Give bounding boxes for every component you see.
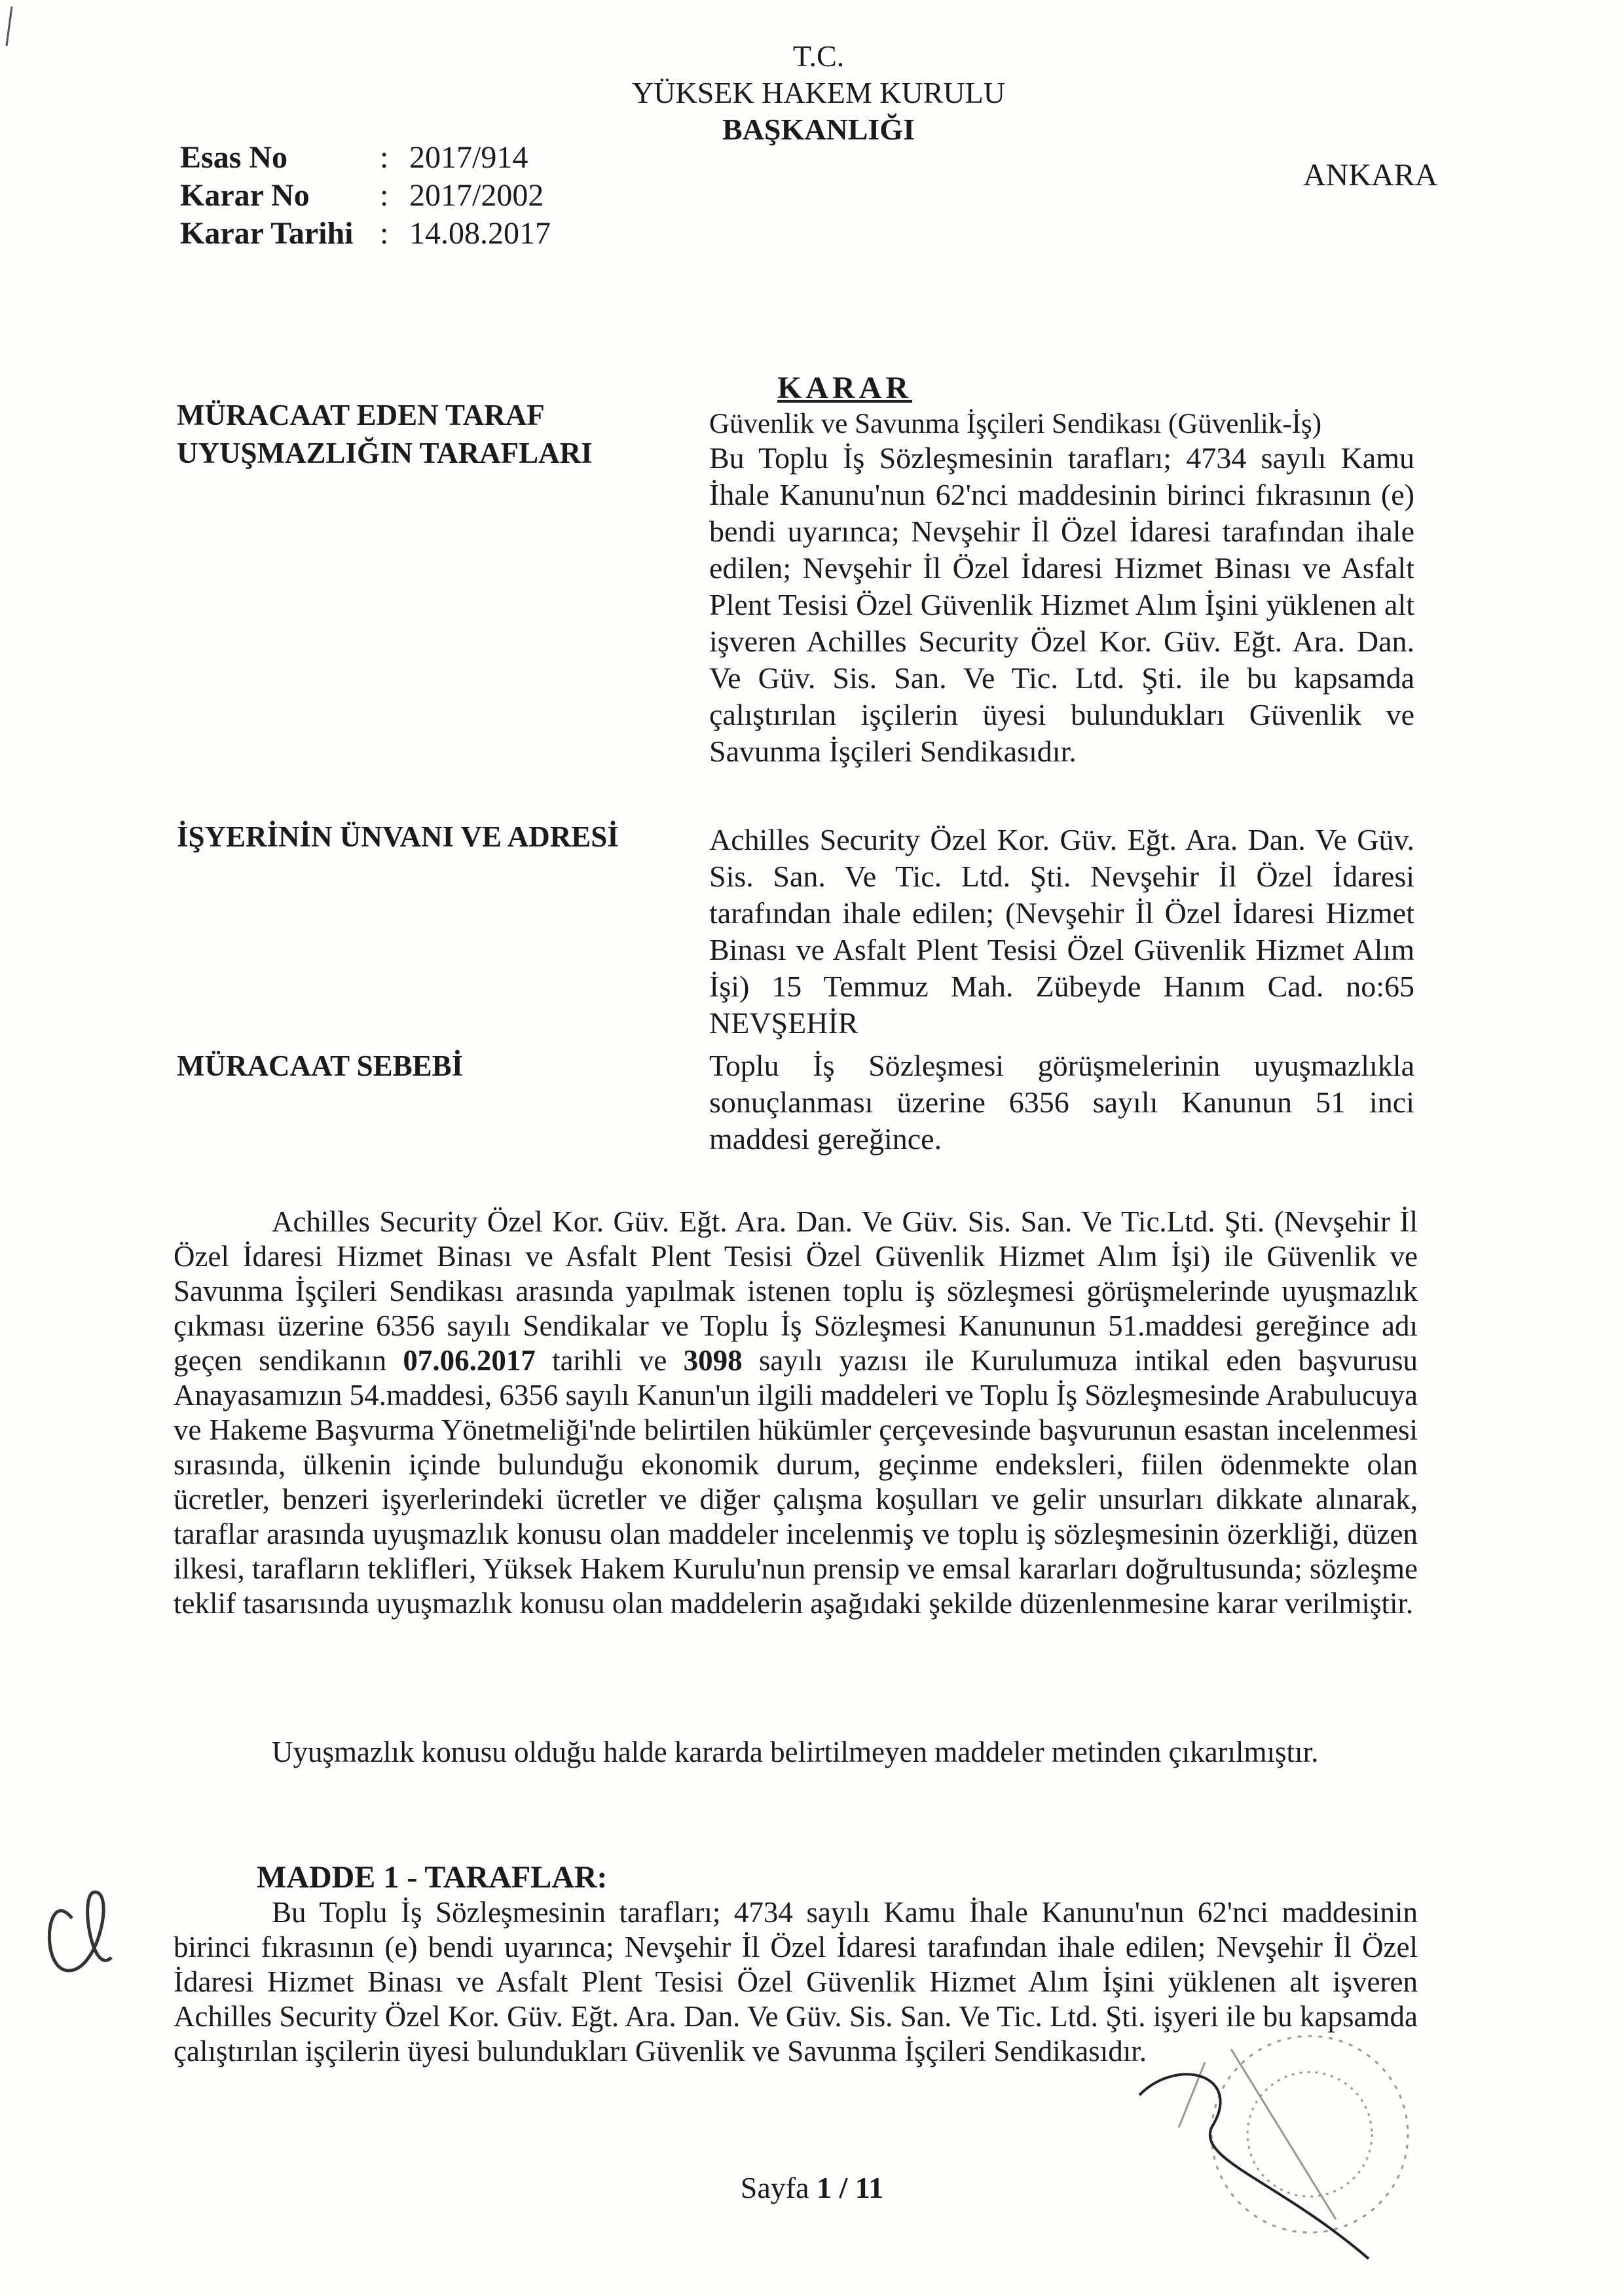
decision-text-c: sayılı yazısı ile Kurulumuza intikal eden başvurusu Anayasamızın 54.maddesi, 6356 sayılı Kanun'un ilgili maddeleri ve Toplu İş Sözleşmesinde Arabulucuya ve Hakeme Başvurma Yönetmeliği'nde belirtilen hükümler çerçevesinde başvurunun esastan incelenmesi sırasında, ülkenin içinde bulunduğu ekonomik durum, geçinme endeksleri, fiilen ödenmekte olan ücretler, benzeri işyerlerindeki ücretler ve diğer çalışma koşulları ve gelir unsurları dikkate alınarak, taraflar arasında uyuşmazlık konusu olan maddeler incelenmiş ve toplu iş sözleşmesinin özerkliği, düzen ilkesi, tarafların teklifleri, Yüksek Hakem Kurulu'nun prensip ve emsal kararları doğrultusunda; sözleşme teklif tasarısında uyuşmazlık konusu olan maddelerin aşağıdaki şekilde düzenlenmesine karar verilmiştir. xyxy=(174,1344,1418,1620)
reason-label: MÜRACAAT SEBEBİ xyxy=(177,1049,464,1082)
header-country: T.C. xyxy=(792,39,845,73)
decision-text-b: tarihli ve xyxy=(552,1344,667,1377)
reason-value: Toplu İş Sözleşmesi görüşmelerinin uyuşmazlıkla sonuçlanması üzerine 6356 sayılı Kanunun 51 inci maddesi gereğince. xyxy=(709,1049,1414,1156)
margin-initials-mark xyxy=(49,1892,111,1971)
footer-prefix: Sayfa xyxy=(740,2171,809,2204)
header-office: BAŞKANLIĞI xyxy=(722,113,915,146)
meta-colon: : xyxy=(380,140,389,175)
article-1-title: MADDE 1 - TARAFLAR: xyxy=(257,1860,608,1895)
decision-text-a: Achilles Security Özel Kor. Güv. Eğt. Ara. Dan. Ve Güv. Sis. San. Ve Tic.Ltd. Şti. (Nevşehir İl Özel İdaresi Hizmet Binası ve Asfalt Plent Tesisi Özel Güvenlik Hizmet Alım İşi) ile Güvenlik ve Savunma İşçileri Sendikası arasında yapılmak istenen toplu iş sözleşmesi görüşmelerinde uyuşmazlık çıkması üzerine 6356 sayılı Sendikalar ve Toplu İş Sözleşmesi Kanununun 51.maddesi gereğince adı geçen sendikanın xyxy=(174,1205,1418,1377)
corner-pen-mark xyxy=(7,7,12,46)
application-number: 3098 xyxy=(683,1344,743,1377)
applicant-label: MÜRACAAT EDEN TARAF xyxy=(177,399,545,431)
workplace-value: Achilles Security Özel Kor. Güv. Eğt. Ara. Dan. Ve Güv. Sis. San. Ve Tic. Ltd. Şti. Nevşehir İl Özel İdaresi tarafından ihale edilen; (Nevşehir İl Özel İdaresi Hizmet Binası ve Asfalt Plent Tesisi Özel Güvenlik Hizmet Alım İşi) 15 Temmuz Mah. Zübeyde Hanım Cad. no:65 NEVŞEHİR xyxy=(709,823,1414,1040)
karar-title: KARAR xyxy=(777,371,912,405)
meta-value: 14.08.2017 xyxy=(409,216,551,251)
removed-articles-paragraph: Uyuşmazlık konusu olduğu halde kararda belirtilmeyen maddeler metinden çıkarılmıştır. xyxy=(272,1736,1319,1768)
meta-colon: : xyxy=(380,178,389,213)
signature-mark xyxy=(1139,2074,1369,2259)
parties-value: Bu Toplu İş Sözleşmesinin tarafları; 4734 sayılı Kamu İhale Kanunu'nun 62'nci maddesinin birinci fıkrasının (e) bendi uyarınca; Nevşehir İl Özel İdaresi tarafından ihale edilen; Nevşehir İl Özel İdaresi Hizmet Binası ve Asfalt Plent Tesisi Özel Güvenlik Hizmet Alım İşini yüklenen alt işveren Achilles Security Özel Kor. Güv. Eğt. Ara. Dan. Ve Güv. Sis. San. Ve Tic. Ltd. Şti. ile bu kapsamda çalıştırılan işçilerin üyesi bulundukları Güvenlik ve Savunma İşçileri Sendikasıdır. xyxy=(709,441,1414,768)
meta-value: 2017/914 xyxy=(409,140,528,175)
footer-total-pages: 11 xyxy=(855,2171,884,2204)
header-city: ANKARA xyxy=(1303,158,1438,192)
meta-colon: : xyxy=(380,216,389,251)
parties-label: UYUŞMAZLIĞIN TARAFLARI xyxy=(177,437,593,469)
article-1-text: Bu Toplu İş Sözleşmesinin tarafları; 4734 sayılı Kamu İhale Kanunu'nun 62'nci maddesinin birinci fıkrasının (e) bendi uyarınca; Nevşehir İl Özel İdaresi tarafından ihale edilen; Nevşehir İl Özel İdaresi Hizmet Binası ve Asfalt Plent Tesisi Özel Güvenlik Hizmet Alım İşini yüklenen alt işveren Achilles Security Özel Kor. Güv. Eğt. Ara. Dan. Ve Güv. Sis. San. Ve Tic. Ltd. Şti. işyeri ile bu kapsamda çalıştırılan işçilerin üyesi bulundukları Güvenlik ve Savunma İşçileri Sendikasıdır. xyxy=(174,1896,1418,2068)
meta-value: 2017/2002 xyxy=(409,178,544,213)
meta-label: Karar Tarihi xyxy=(180,216,354,251)
header-institution: YÜKSEK HAKEM KURULU xyxy=(632,76,1005,109)
meta-label: Karar No xyxy=(180,178,310,213)
footer-separator: / xyxy=(839,2171,848,2204)
footer-current-page: 1 xyxy=(817,2171,832,2204)
applicant-value: Güvenlik ve Savunma İşçileri Sendikası (Güvenlik-İş) xyxy=(709,409,1322,439)
workplace-label: İŞYERİNİN ÜNVANI VE ADRESİ xyxy=(177,820,619,853)
application-date: 07.06.2017 xyxy=(403,1344,536,1377)
meta-label: Esas No xyxy=(180,140,288,175)
